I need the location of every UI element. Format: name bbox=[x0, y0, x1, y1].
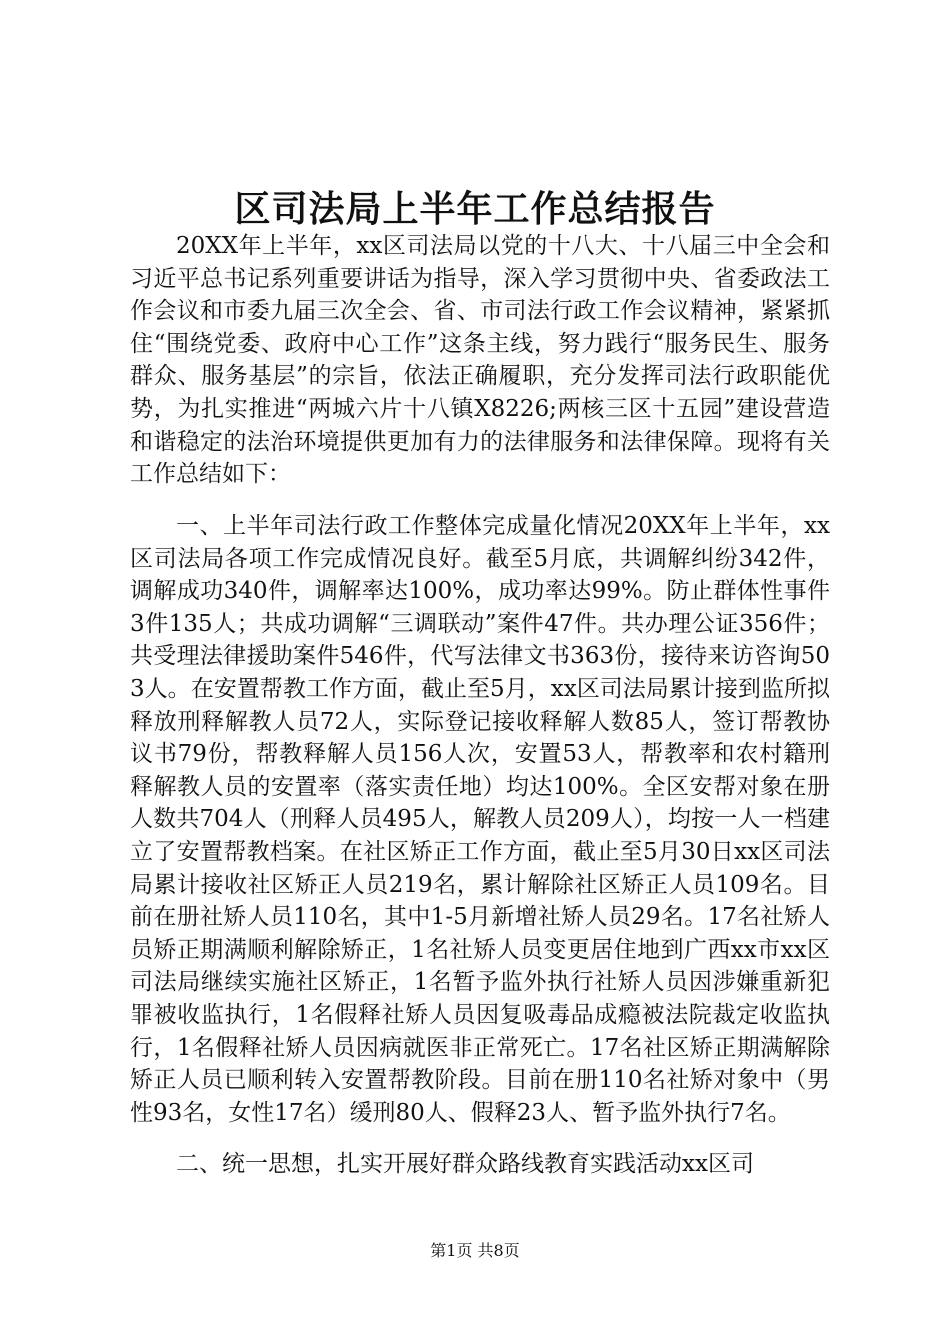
section-one-paragraph: 一、上半年司法行政工作整体完成量化情况20XX年上半年，xx区司法局各项工作完成情况良好。截至5月底，共调解纠纷342件，调解成功340件，调解率达100%，成功率达99%。防止群体性事件3件135人；共成功调解“三调联动”案件47件。共办理公证356件；共受理法律援助案件546件，代写法律文书363份，接待来访咨询503人。在安置帮教工作方面，截止至5月，xx区司法局累计接到监所拟释放刑释解教人员72人，实际登记接收释解人数85人，签订帮教协议书79份，帮教释解人员156人次，安置53人，帮教率和农村籍刑释解教人员的安置率（落实责任地）均达100%。全区安帮对象在册人数共704人（刑释人员495人，解教人员209人），均按一人一档建立了安置帮教档案。在社区矫正工作方面，截止至5月30日xx区司法局累计接收社区矫正人员219名，累计解除社区矫正人员109名。目前在册社矫人员110名，其中1-5月新增社矫人员29名。17名社矫人员矫正期满顺利解除矫正，1名社矫人员变更居住地到广西xx市xx区司法局继续实施社区矫正，1名暂予监外执行社矫人员因涉嫌重新犯罪被收监执行，1名假释社矫人员因复吸毒品成瘾被法院裁定收监执行，1名假释社矫人员因病就医非正常死亡。17名社区矫正期满解除矫正人员已顺利转入安置帮教阶段。目前在册110名社矫对象中（男性93名，女性17名）缓刑80人、假释23人、暂予监外执行7名。 bbox=[130, 513, 830, 1126]
section-two-paragraph: 二、统一思想，扎实开展好群众路线教育实践活动xx区司 bbox=[176, 1151, 754, 1177]
page-number-footer: 第1页 共8页 bbox=[430, 1241, 520, 1260]
intro-paragraph: 20XX年上半年，xx区司法局以党的十八大、十八届三中全会和习近平总书记系列重要讲话为指导，深入学习贯彻中央、省委政法工作会议和市委九届三次全会、省、市司法行政工作会议精神，紧紧抓住“围绕党委、政府中心工作”这条主线，努力践行“服务民生、服务群众、服务基层”的宗旨，依法正确履职，充分发挥司法行政职能优势，为扎实推进“两城六片十八镇X8226;两核三区十五园”建设营造和谐稳定的法治环境提供更加有力的法律服务和法律保障。现将有关工作总结如下： bbox=[130, 233, 830, 488]
document-title: 区司法局上半年工作总结报告 bbox=[234, 188, 716, 230]
